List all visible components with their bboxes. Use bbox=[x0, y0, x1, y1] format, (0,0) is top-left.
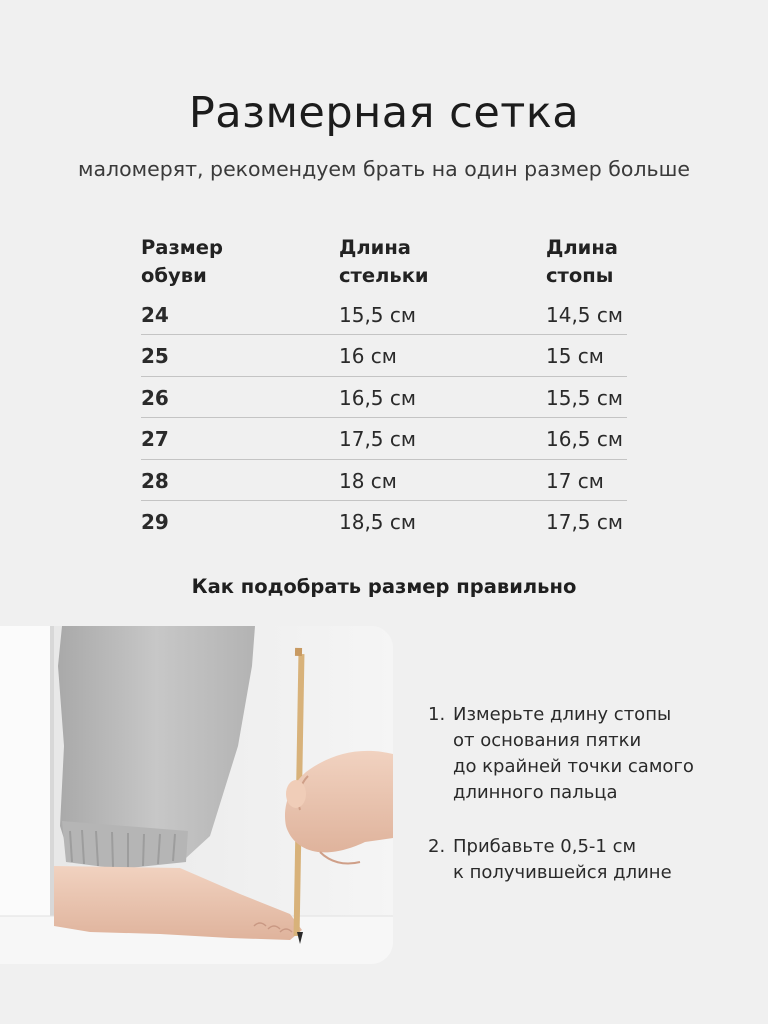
header-foot-length-line-2: стопы bbox=[546, 264, 614, 287]
header-foot-length bbox=[546, 234, 646, 290]
cell-shoe-size: 27 bbox=[141, 427, 169, 452]
cell-shoe-size: 25 bbox=[141, 344, 169, 369]
cell-foot-length: 15 см bbox=[546, 344, 604, 369]
header-shoe-size bbox=[141, 234, 301, 290]
header-insole-length-line-2: стельки bbox=[339, 264, 429, 287]
foot-measuring-photo bbox=[0, 626, 393, 964]
step-number: 2. bbox=[428, 836, 446, 857]
step-text-line: к получившейся длине bbox=[453, 862, 672, 883]
page-subtitle: маломерят, рекомендуем брать на один размер больше bbox=[77, 157, 691, 181]
header-shoe-size-line-1: Размер bbox=[141, 236, 223, 259]
cell-insole-length: 16 см bbox=[339, 344, 397, 369]
header-foot-length-line-1: Длина bbox=[546, 236, 618, 259]
cell-foot-length: 14,5 см bbox=[546, 303, 623, 327]
step-text-line: длинного пальца bbox=[453, 782, 618, 803]
instruction-step bbox=[428, 702, 748, 806]
page-title: Размерная сетка bbox=[188, 88, 580, 138]
step-number: 1. bbox=[428, 704, 446, 725]
header-shoe-size-line-2: обуви bbox=[141, 264, 207, 287]
size-table-body bbox=[141, 294, 627, 541]
table-row bbox=[141, 294, 627, 335]
cell-foot-length: 16,5 см bbox=[546, 427, 623, 452]
table-row bbox=[141, 418, 627, 459]
cell-shoe-size: 24 bbox=[141, 303, 169, 327]
table-row bbox=[141, 501, 627, 541]
cell-shoe-size: 26 bbox=[141, 385, 169, 410]
table-row bbox=[141, 377, 627, 418]
cell-shoe-size: 29 bbox=[141, 509, 169, 534]
cell-insole-length: 16,5 см bbox=[339, 385, 416, 410]
instructions-list bbox=[428, 702, 748, 914]
size-table bbox=[141, 234, 627, 541]
howto-title: Как подобрать размер правильно bbox=[191, 575, 577, 598]
header-insole-length bbox=[339, 234, 499, 290]
table-row bbox=[141, 460, 627, 501]
size-table-header bbox=[141, 234, 627, 294]
cell-foot-length: 17,5 см bbox=[546, 509, 623, 534]
step-text-line: от основания пятки bbox=[453, 730, 642, 751]
cell-foot-length: 17 см bbox=[546, 468, 604, 493]
header-insole-length-line-1: Длина bbox=[339, 236, 411, 259]
table-row bbox=[141, 335, 627, 376]
cell-insole-length: 17,5 см bbox=[339, 427, 416, 452]
cell-insole-length: 18 см bbox=[339, 468, 397, 493]
cell-insole-length: 18,5 см bbox=[339, 509, 416, 534]
instruction-step bbox=[428, 834, 748, 886]
step-text-line: Прибавьте 0,5-1 см bbox=[453, 836, 637, 857]
cell-shoe-size: 28 bbox=[141, 468, 169, 493]
cell-insole-length: 15,5 см bbox=[339, 303, 416, 327]
cell-foot-length: 15,5 см bbox=[546, 385, 623, 410]
step-text-line: до крайней точки самого bbox=[453, 756, 694, 777]
step-text-line: Измерьте длину стопы bbox=[453, 704, 672, 725]
